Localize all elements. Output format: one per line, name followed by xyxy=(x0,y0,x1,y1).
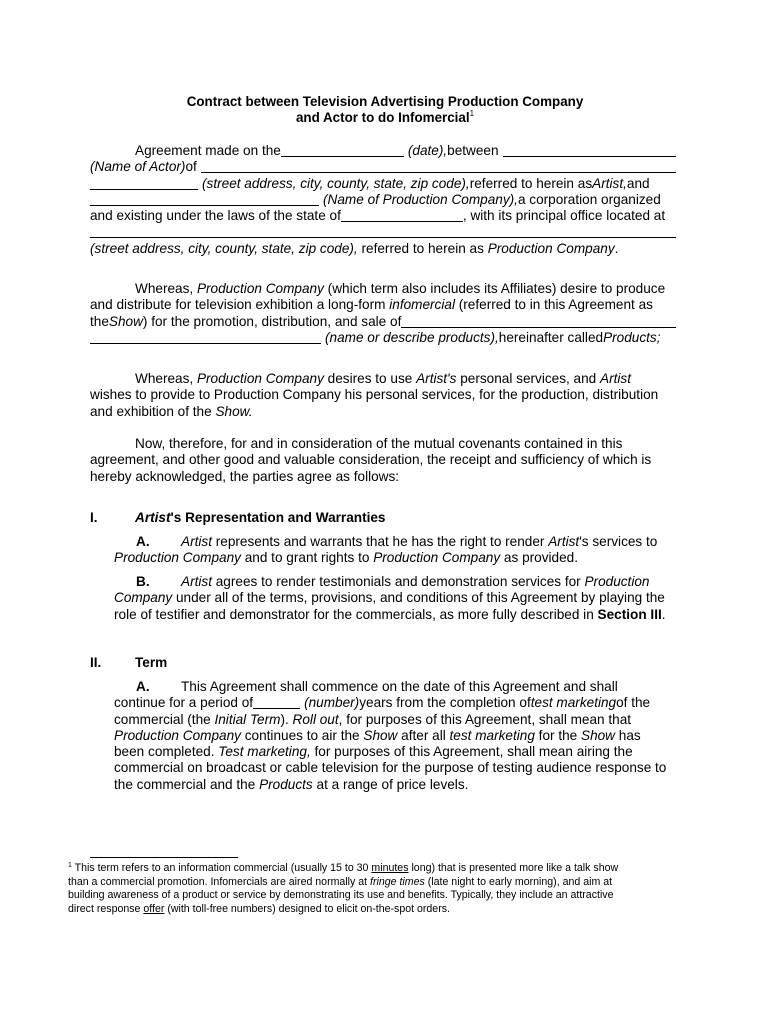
title-line-1: Contract between Television Advertising Production Company xyxy=(186,94,584,109)
footnote-separator xyxy=(90,857,238,858)
between-blank xyxy=(503,143,676,157)
minutes-link[interactable]: minutes xyxy=(371,862,409,874)
whereas-paragraph-1: Whereas, Production Company (which term also includes its Affiliates) desire to produce and distribute for television exhibition a long-form infomercial (referred to in this Agreement as the Show ) for the promotion, distribution, and sale of (name or describe products), hereinafter called Products; xyxy=(90,281,676,346)
title-line-2: and Actor to do Infomercial$^1$ xyxy=(295,109,475,125)
offer-link[interactable]: offer xyxy=(143,902,165,915)
state-blank xyxy=(341,208,463,222)
section-1-clause-a: A. Artist represents and warrants that he has the right to render Artist's services to Production Company and to grant rights to Production Company as provided. xyxy=(114,534,658,566)
date-blank xyxy=(281,143,404,157)
agreement-paragraph: Agreement made on the (date), between (Name of Actor) of (street address, city, county, state, zip code), referred to herein as Artist, and (Name of Production Company), a corporation organized and existing under the laws of the state of , with its principal office located at (street address, city, county, state, zip code), referred to herein as Production Company. xyxy=(90,143,676,257)
company-name-blank xyxy=(90,192,319,206)
actor-address-blank xyxy=(201,159,676,173)
footnote: $^1$ This term refers to an information commercial (usually 15 to 30 minutes long) that is presented more like a talk show than a commercial promotion. Infomercials are aired normally at fringe times (late night to early morning), and aim at building awareness of a product or service by demonstrating its use and benefits. Typically, they include an attractive direct response offer (with toll-free numbers) designed to elicit on-the-spot orders. xyxy=(68,862,619,915)
whereas-paragraph-2: Whereas, Production Company desires to use Artist's personal services, and Artist wishes to provide to Production Company his personal services, for the production, distribution and exhibition of the Show. xyxy=(90,371,659,419)
company-address-blank xyxy=(90,224,676,238)
section-1-heading: I. Artist's Representation and Warranties xyxy=(90,510,386,525)
products-blank xyxy=(401,314,676,328)
section-1-clause-b: B. Artist agrees to render testimonials and demonstration services for Production Company under all of the terms, provisions, and conditions of this Agreement by playing the role of testifier and demonstrator for the commercials, as more fully described in Section III. xyxy=(114,574,666,622)
term-years-blank xyxy=(253,695,300,709)
now-therefore-paragraph: Now, therefore, for and in consideration of the mutual covenants contained in this agreement, and other good and valuable consideration, the receipt and sufficiency of which is hereby acknowledged, the parties agree as follows: xyxy=(90,436,652,484)
document-title xyxy=(90,94,680,126)
footnote-ref[interactable]: 1 xyxy=(469,109,475,118)
footnote-number: 1 xyxy=(68,862,72,869)
section-2-clause-a: A. This Agreement shall commence on the date of this Agreement and shall continue for a period of (number) years from the completion of test marketing of the commercial (the Initial Term). Roll out, for purposes of this Agreement, shall mean that Production Company continues to air the Show after all test marketing for the Show has been completed. Test marketing, for purposes of this Agreement, shall mean airing the commercial on broadcast or cable television for the purpose of testing audience response to the commercial and the Products at a range of price levels. xyxy=(114,679,667,792)
section-2-heading: II. Term xyxy=(90,655,168,670)
